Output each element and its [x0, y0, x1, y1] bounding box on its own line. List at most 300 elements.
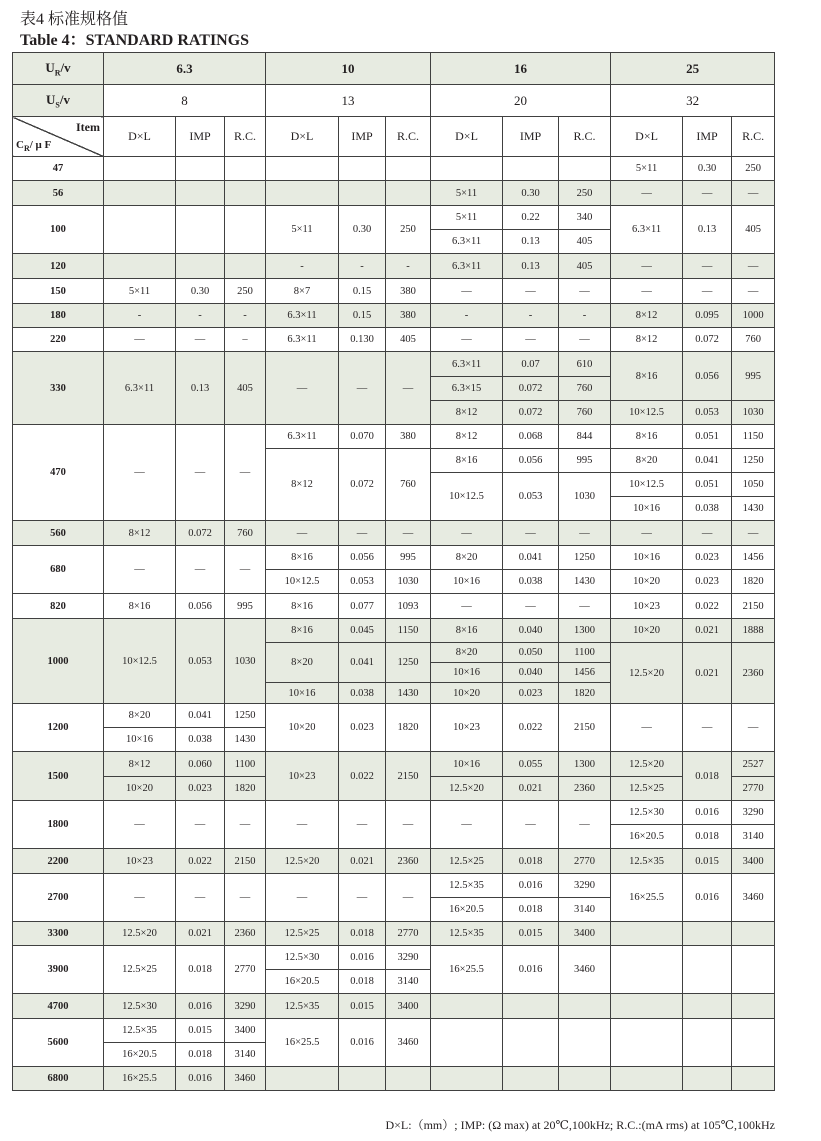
- rc-cell: —: [732, 181, 775, 206]
- rc-cell: 3460: [732, 874, 775, 922]
- table-row: [13, 1019, 775, 1043]
- rc-cell: 760: [225, 521, 266, 546]
- rc-cell: 2150: [225, 849, 266, 874]
- value-cell: 3140: [386, 970, 431, 994]
- value-cell: 10×12.5: [266, 570, 339, 594]
- dxl-cell: [104, 254, 176, 279]
- value-cell: 10×20: [104, 777, 176, 801]
- imp-cell: —: [503, 521, 559, 546]
- imp-cell: [503, 1067, 559, 1091]
- dxl-cell: 8×16: [266, 594, 339, 619]
- dxl-cell: —: [431, 594, 503, 619]
- column-header-rc: R.C.: [386, 117, 431, 157]
- rc-cell: 3460: [386, 1019, 431, 1067]
- imp-cell: —: [176, 546, 225, 594]
- value-cell: 10×20: [431, 683, 503, 704]
- dxl-cell: 8×20: [104, 704, 176, 728]
- rc-cell: 250: [732, 157, 775, 181]
- imp-cell: 0.016: [503, 874, 559, 898]
- dxl-cell: 12.5×35: [431, 874, 503, 898]
- dxl-cell: 8×12: [611, 328, 683, 352]
- imp-cell: 0.023: [683, 546, 732, 570]
- value-cell: 1430: [225, 728, 266, 752]
- rc-cell: 3400: [732, 849, 775, 874]
- rc-cell: [225, 181, 266, 206]
- value-cell: 8×12: [431, 401, 503, 425]
- capacitance-cell: 100: [13, 206, 104, 254]
- imp-cell: —: [503, 801, 559, 849]
- item-label: Item: [76, 120, 100, 134]
- dxl-cell: 8×7: [266, 279, 339, 304]
- imp-cell: 0.130: [339, 328, 386, 352]
- imp-cell: [503, 157, 559, 181]
- imp-cell: 0.22: [503, 206, 559, 230]
- rc-cell: —: [386, 874, 431, 922]
- imp-cell: [339, 1067, 386, 1091]
- dxl-cell: 16×25.5: [104, 1067, 176, 1091]
- dxl-cell: 10×23: [431, 704, 503, 752]
- value-cell: 8×20: [611, 449, 683, 473]
- imp-cell: [683, 994, 732, 1019]
- value-cell: 8×16: [431, 449, 503, 473]
- imp-cell: 0.30: [339, 206, 386, 254]
- imp-cell: [176, 181, 225, 206]
- table-row: [13, 849, 775, 874]
- value-cell: 1820: [559, 683, 611, 704]
- rc-cell: 2150: [386, 752, 431, 801]
- capacitance-cell: 2200: [13, 849, 104, 874]
- dxl-cell: —: [431, 328, 503, 352]
- imp-cell: 0.072: [683, 328, 732, 352]
- value-cell: 3140: [559, 898, 611, 922]
- rc-cell: [386, 1067, 431, 1091]
- rc-cell: [732, 946, 775, 994]
- dxl-cell: [611, 922, 683, 946]
- dxl-cell: [611, 1067, 683, 1091]
- imp-cell: —: [503, 279, 559, 304]
- imp-cell: 0.021: [176, 922, 225, 946]
- rc-cell: [732, 1019, 775, 1067]
- table-row: [13, 922, 775, 946]
- dxl-cell: 12.5×30: [104, 994, 176, 1019]
- rc-cell: 1150: [732, 425, 775, 449]
- imp-cell: 0.015: [339, 994, 386, 1019]
- imp-cell: 0.023: [339, 704, 386, 752]
- value-cell: 2360: [732, 643, 775, 704]
- dxl-cell: 12.5×35: [431, 922, 503, 946]
- rc-cell: 2360: [386, 849, 431, 874]
- value-cell: 1430: [386, 683, 431, 704]
- imp-cell: 0.068: [503, 425, 559, 449]
- rc-cell: 1300: [559, 752, 611, 777]
- imp-cell: 0.016: [339, 946, 386, 970]
- imp-cell: 0.30: [176, 279, 225, 304]
- dxl-cell: [611, 946, 683, 994]
- rc-cell: [386, 181, 431, 206]
- imp-cell: 0.018: [339, 922, 386, 946]
- imp-cell: 0.056: [339, 546, 386, 570]
- us-value-1: 8: [104, 85, 266, 117]
- imp-cell: 0.015: [503, 922, 559, 946]
- dxl-cell: 16×25.5: [431, 946, 503, 994]
- dxl-cell: 6.3×11: [431, 352, 503, 377]
- rc-cell: —: [386, 521, 431, 546]
- table-row: [13, 425, 775, 449]
- value-cell: 0.053: [339, 570, 386, 594]
- rc-cell: 1150: [386, 619, 431, 643]
- us-value-3: 20: [431, 85, 611, 117]
- imp-cell: 0.13: [503, 254, 559, 279]
- dxl-cell: [266, 181, 339, 206]
- value-cell: 0.038: [683, 497, 732, 521]
- imp-cell: —: [683, 704, 732, 752]
- dxl-cell: -: [266, 254, 339, 279]
- imp-cell: [683, 922, 732, 946]
- imp-cell: [176, 206, 225, 254]
- ur-label: $U_R/v$: [13, 53, 104, 85]
- value-cell: 0.041: [339, 643, 386, 683]
- dxl-cell: 10×20: [266, 704, 339, 752]
- ur-value-1: 6.3: [104, 53, 266, 85]
- rc-cell: 995: [386, 546, 431, 570]
- value-cell: 0.018: [339, 970, 386, 994]
- dxl-cell: [611, 994, 683, 1019]
- capacitance-cell: 560: [13, 521, 104, 546]
- table-row: [13, 157, 775, 181]
- column-header-dxl: D×L: [431, 117, 503, 157]
- value-cell: 16×20.5: [611, 825, 683, 849]
- value-cell: 10×16: [104, 728, 176, 752]
- value-cell: 0.072: [339, 449, 386, 521]
- imp-cell: 0.041: [176, 704, 225, 728]
- value-cell: 0.072: [503, 401, 559, 425]
- imp-cell: 0.07: [503, 352, 559, 377]
- value-cell: 10×12.5: [611, 473, 683, 497]
- dxl-cell: 8×16: [431, 619, 503, 643]
- imp-cell: —: [176, 425, 225, 521]
- column-header-imp: IMP: [503, 117, 559, 157]
- dxl-cell: 12.5×20: [611, 752, 683, 777]
- ur-value-2: 10: [266, 53, 431, 85]
- value-cell: 1030: [559, 473, 611, 521]
- imp-cell: [683, 946, 732, 994]
- rc-cell: 3290: [386, 946, 431, 970]
- dxl-cell: —: [266, 521, 339, 546]
- column-header-imp: IMP: [683, 117, 732, 157]
- rc-cell: 250: [225, 279, 266, 304]
- dxl-cell: 12.5×30: [611, 801, 683, 825]
- dxl-cell: —: [104, 801, 176, 849]
- dxl-cell: [431, 1019, 503, 1067]
- value-cell: 16×20.5: [431, 898, 503, 922]
- rc-cell: 3290: [225, 994, 266, 1019]
- rc-cell: 1030: [225, 619, 266, 704]
- dxl-cell: 6.3×11: [266, 425, 339, 449]
- dxl-cell: [611, 1019, 683, 1067]
- dxl-cell: —: [104, 328, 176, 352]
- table-row: [13, 328, 775, 352]
- footnote: D×L:（mm）; IMP: (Ω max) at 20℃,100kHz; R.C.:(mA rms) at 105℃,100kHz: [385, 1118, 775, 1132]
- dxl-cell: 5×11: [266, 206, 339, 254]
- rc-cell: 250: [386, 206, 431, 254]
- imp-cell: 0.070: [339, 425, 386, 449]
- value-cell: 405: [559, 230, 611, 254]
- capacitance-cell: 1200: [13, 704, 104, 752]
- value-cell: 3140: [732, 825, 775, 849]
- dxl-cell: 12.5×20: [266, 849, 339, 874]
- rc-cell: 1820: [386, 704, 431, 752]
- value-cell: 6.3×15: [431, 377, 503, 401]
- imp-cell: 0.016: [176, 994, 225, 1019]
- imp-cell: 0.045: [339, 619, 386, 643]
- rc-cell: [732, 994, 775, 1019]
- rc-cell: 1000: [732, 304, 775, 328]
- dxl-cell: 8×16: [611, 352, 683, 401]
- table-row: [13, 1067, 775, 1091]
- table-row: [13, 181, 775, 206]
- dxl-cell: 10×16: [431, 752, 503, 777]
- dxl-cell: 10×23: [611, 594, 683, 619]
- dxl-cell: 6.3×11: [611, 206, 683, 254]
- imp-cell: 0.056: [176, 594, 225, 619]
- dxl-cell: 5×11: [431, 206, 503, 230]
- rc-cell: —: [386, 352, 431, 425]
- dxl-cell: 10×20: [611, 619, 683, 643]
- imp-cell: 0.022: [176, 849, 225, 874]
- imp-cell: [503, 1019, 559, 1067]
- value-cell: 10×16: [431, 570, 503, 594]
- imp-cell: [176, 157, 225, 181]
- imp-cell: 0.021: [339, 849, 386, 874]
- imp-cell: 0.021: [683, 619, 732, 643]
- rc-cell: —: [225, 425, 266, 521]
- column-header-dxl: D×L: [104, 117, 176, 157]
- imp-cell: [339, 181, 386, 206]
- dxl-cell: 8×12: [611, 304, 683, 328]
- dxl-cell: 10×23: [266, 752, 339, 801]
- rc-cell: —: [732, 254, 775, 279]
- imp-cell: —: [683, 279, 732, 304]
- dxl-cell: —: [266, 352, 339, 425]
- rc-cell: 844: [559, 425, 611, 449]
- column-header-imp: IMP: [176, 117, 225, 157]
- capacitance-cell: 3900: [13, 946, 104, 994]
- imp-cell: 0.15: [339, 304, 386, 328]
- rc-cell: —: [732, 521, 775, 546]
- dxl-cell: 8×12: [431, 425, 503, 449]
- dxl-cell: 12.5×25: [266, 922, 339, 946]
- rc-cell: [559, 1019, 611, 1067]
- value-cell: 1050: [732, 473, 775, 497]
- dxl-cell: —: [266, 874, 339, 922]
- capacitance-cell: 1000: [13, 619, 104, 704]
- imp-cell: 0.30: [683, 157, 732, 181]
- imp-cell: 0.016: [176, 1067, 225, 1091]
- dxl-cell: [431, 994, 503, 1019]
- rc-cell: 2150: [559, 704, 611, 752]
- column-header-rc: R.C.: [732, 117, 775, 157]
- value-cell: 1250: [732, 449, 775, 473]
- rc-cell: 2770: [386, 922, 431, 946]
- dxl-cell: [431, 1067, 503, 1091]
- value-cell: 12.5×20: [611, 643, 683, 704]
- value-cell: 0.056: [503, 449, 559, 473]
- imp-cell: 0.15: [339, 279, 386, 304]
- dxl-cell: 6.3×11: [266, 304, 339, 328]
- imp-cell: 0.077: [339, 594, 386, 619]
- us-label: $U_S/v$: [13, 85, 104, 117]
- capacitance-cell: 6800: [13, 1067, 104, 1091]
- value-cell: 1456: [559, 663, 611, 683]
- dxl-cell: 8×16: [611, 425, 683, 449]
- value-cell: 0.041: [683, 449, 732, 473]
- value-cell: 10×12.5: [611, 401, 683, 425]
- item-capacitance-header: [13, 117, 104, 157]
- rc-cell: —: [559, 279, 611, 304]
- dxl-cell: —: [611, 704, 683, 752]
- dxl-cell: 5×11: [611, 157, 683, 181]
- table-row: [13, 206, 775, 230]
- dxl-cell: —: [611, 279, 683, 304]
- rc-cell: —: [225, 546, 266, 594]
- imp-cell: —: [339, 352, 386, 425]
- rc-cell: 405: [225, 352, 266, 425]
- capacitance-cell: 3300: [13, 922, 104, 946]
- rc-cell: 2360: [225, 922, 266, 946]
- rc-cell: 3290: [559, 874, 611, 898]
- imp-cell: 0.060: [176, 752, 225, 777]
- dxl-cell: 12.5×20: [104, 922, 176, 946]
- capacitance-cell: 2700: [13, 874, 104, 922]
- dxl-cell: 5×11: [104, 279, 176, 304]
- dxl-cell: 8×12: [104, 521, 176, 546]
- imp-cell: [176, 254, 225, 279]
- rc-cell: —: [732, 704, 775, 752]
- column-header-dxl: D×L: [266, 117, 339, 157]
- table-row: [13, 546, 775, 570]
- dxl-cell: 12.5×30: [266, 946, 339, 970]
- rc-cell: 3460: [225, 1067, 266, 1091]
- value-cell: 0.040: [503, 663, 559, 683]
- value-cell: 0.023: [683, 570, 732, 594]
- column-header-dxl: D×L: [611, 117, 683, 157]
- rc-cell: [732, 922, 775, 946]
- us-value-4: 32: [611, 85, 775, 117]
- dxl-cell: -: [431, 304, 503, 328]
- imp-cell: [339, 157, 386, 181]
- imp-cell: 0.015: [683, 849, 732, 874]
- rc-cell: 2770: [225, 946, 266, 994]
- cr-label: $C_R/$ μ F: [16, 138, 52, 153]
- rc-cell: [225, 206, 266, 254]
- value-cell: 0.050: [503, 643, 559, 663]
- imp-cell: [683, 1019, 732, 1067]
- value-cell: 8×12: [266, 449, 339, 521]
- value-cell: 2770: [732, 777, 775, 801]
- dxl-cell: 16×25.5: [266, 1019, 339, 1067]
- dxl-cell: 6.3×11: [431, 254, 503, 279]
- rc-cell: [225, 157, 266, 181]
- imp-cell: 0.016: [339, 1019, 386, 1067]
- value-cell: 0.018: [503, 898, 559, 922]
- dxl-cell: [266, 157, 339, 181]
- table-row: [13, 279, 775, 304]
- rc-cell: [732, 1067, 775, 1091]
- imp-cell: 0.018: [176, 946, 225, 994]
- value-cell: 1030: [732, 401, 775, 425]
- value-cell: 1430: [732, 497, 775, 521]
- column-header-imp: IMP: [339, 117, 386, 157]
- value-cell: 16×20.5: [266, 970, 339, 994]
- rc-cell: 1300: [559, 619, 611, 643]
- value-cell: 1250: [386, 643, 431, 683]
- dxl-cell: 8×16: [266, 546, 339, 570]
- imp-cell: 0.095: [683, 304, 732, 328]
- value-cell: 760: [559, 401, 611, 425]
- imp-cell: —: [503, 328, 559, 352]
- table-title-en: Table 4：STANDARD RATINGS: [20, 32, 250, 49]
- capacitance-cell: 220: [13, 328, 104, 352]
- imp-cell: 0.040: [503, 619, 559, 643]
- imp-cell: 0.022: [503, 704, 559, 752]
- table-row: [13, 254, 775, 279]
- value-cell: 0.13: [503, 230, 559, 254]
- imp-cell: —: [339, 801, 386, 849]
- rc-cell: 1100: [225, 752, 266, 777]
- dxl-cell: —: [611, 181, 683, 206]
- ur-value-3: 16: [431, 53, 611, 85]
- rc-cell: 2527: [732, 752, 775, 777]
- capacitance-cell: 120: [13, 254, 104, 279]
- table-row: [13, 946, 775, 970]
- dxl-cell: [104, 206, 176, 254]
- imp-cell: 0.041: [503, 546, 559, 570]
- value-cell: 1430: [559, 570, 611, 594]
- rc-cell: 3290: [732, 801, 775, 825]
- surge-voltage-row: [13, 85, 775, 117]
- imp-cell: —: [339, 521, 386, 546]
- rc-cell: 1093: [386, 594, 431, 619]
- column-header-rc: R.C.: [225, 117, 266, 157]
- value-cell: 12.5×25: [611, 777, 683, 801]
- rc-cell: 380: [386, 425, 431, 449]
- column-header-rc: R.C.: [559, 117, 611, 157]
- dxl-cell: 8×20: [431, 546, 503, 570]
- rc-cell: —: [559, 594, 611, 619]
- ur-value-4: 25: [611, 53, 775, 85]
- dxl-cell: —: [431, 801, 503, 849]
- rc-cell: 405: [559, 254, 611, 279]
- dxl-cell: 12.5×25: [104, 946, 176, 994]
- rc-cell: [225, 254, 266, 279]
- table-row: [13, 619, 775, 643]
- dxl-cell: 5×11: [431, 181, 503, 206]
- rc-cell: 3400: [559, 922, 611, 946]
- value-cell: 760: [386, 449, 431, 521]
- table-row: [13, 352, 775, 377]
- imp-cell: 0.13: [176, 352, 225, 425]
- rc-cell: 250: [559, 181, 611, 206]
- imp-cell: 0.022: [683, 594, 732, 619]
- imp-cell: —: [503, 594, 559, 619]
- table-body: [13, 53, 775, 1091]
- rc-cell: [559, 1067, 611, 1091]
- table-row: [13, 521, 775, 546]
- rc-cell: -: [386, 254, 431, 279]
- imp-cell: 0.056: [683, 352, 732, 401]
- value-cell: 0.053: [683, 401, 732, 425]
- capacitance-cell: 47: [13, 157, 104, 181]
